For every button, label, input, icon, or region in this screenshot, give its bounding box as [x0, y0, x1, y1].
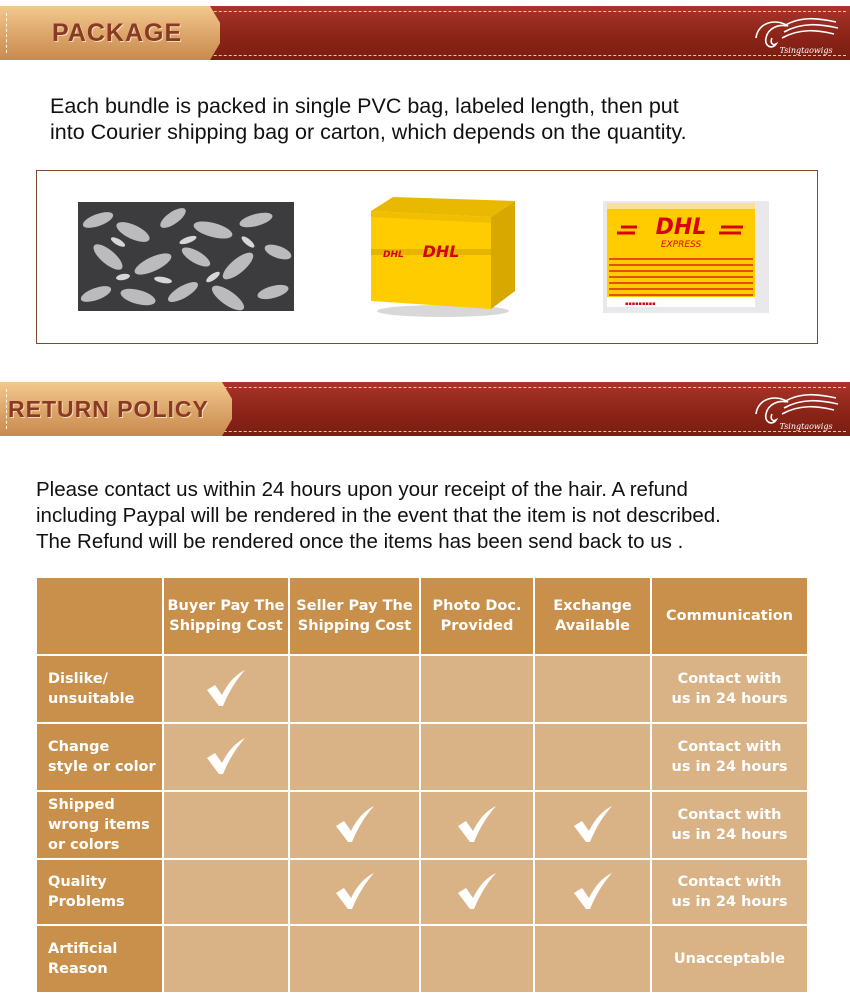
dhl-bag-express: EXPRESS: [660, 240, 702, 250]
package-description: [50, 93, 687, 145]
return-policy-table: [35, 576, 809, 994]
cell-communication: Contact with us in 24 hours: [652, 860, 807, 924]
table-row-shipped-wrong: [37, 792, 807, 858]
dhl-box-side-logo: DHL: [383, 250, 404, 260]
cell-buyer-pay: [164, 926, 288, 992]
package-banner: [0, 4, 850, 62]
check-icon: [204, 669, 248, 709]
dhl-box-logo: DHL: [422, 242, 460, 261]
header-exchange: Exchange Available: [535, 578, 650, 654]
check-icon: [333, 805, 377, 845]
return-policy-description: [36, 477, 721, 555]
package-images-box: [36, 170, 818, 344]
cell-photo-doc: [421, 926, 533, 992]
cell-buyer-pay: [164, 724, 288, 790]
cell-photo-doc: [421, 656, 533, 722]
return-text-line3: The Refund will be rendered once the items has been send back to us .: [36, 530, 684, 553]
cell-communication: Contact with us in 24 hours: [652, 656, 807, 722]
cell-seller-pay: [290, 926, 419, 992]
pvc-bags-image: [78, 202, 294, 311]
svg-text:Tsingtaowigs: Tsingtaowigs: [779, 46, 833, 55]
dhl-box-image: [363, 191, 519, 319]
check-icon: [571, 872, 615, 912]
package-text-line2: into Courier shipping bag or carton, which depends on the quantity.: [50, 120, 687, 144]
table-header-blank: [37, 578, 162, 654]
header-communication: Communication: [652, 578, 807, 654]
svg-text:▪▪▪▪▪▪▪▪▪: ▪▪▪▪▪▪▪▪▪: [625, 301, 656, 307]
cell-buyer-pay: [164, 656, 288, 722]
header-buyer-pay: Buyer Pay The Shipping Cost: [164, 578, 288, 654]
header-seller-pay: Seller Pay The Shipping Cost: [290, 578, 419, 654]
brand-logo: [748, 12, 842, 56]
cell-exchange: [535, 926, 650, 992]
cell-seller-pay: [290, 860, 419, 924]
check-icon: [455, 805, 499, 845]
cell-photo-doc: [421, 792, 533, 858]
row-label: Dislike/ unsuitable: [37, 656, 162, 722]
cell-communication: Contact with us in 24 hours: [652, 724, 807, 790]
svg-text:Tsingtaowigs: Tsingtaowigs: [779, 422, 833, 431]
cell-communication: Contact with us in 24 hours: [652, 792, 807, 858]
cell-photo-doc: [421, 860, 533, 924]
package-text-line1: Each bundle is packed in single PVC bag, labeled length, then put: [50, 94, 679, 118]
cell-seller-pay: [290, 724, 419, 790]
return-policy-banner: [0, 380, 850, 438]
check-icon: [333, 872, 377, 912]
cell-photo-doc: [421, 724, 533, 790]
table-row-artificial-reason: [37, 926, 807, 992]
cell-communication: Unacceptable: [652, 926, 807, 992]
row-label: Artificial Reason: [37, 926, 162, 992]
cell-exchange: [535, 656, 650, 722]
row-label: Shipped wrong items or colors: [37, 792, 162, 858]
return-text-line2: including Paypal will be rendered in the event that the item is not described.: [36, 504, 721, 527]
check-icon: [571, 805, 615, 845]
return-text-line1: Please contact us within 24 hours upon your receipt of the hair. A refund: [36, 478, 688, 501]
return-policy-title: RETURN POLICY: [8, 396, 209, 422]
table-header-row: [37, 578, 807, 654]
cell-buyer-pay: [164, 792, 288, 858]
row-label: Change style or color: [37, 724, 162, 790]
cell-exchange: [535, 792, 650, 858]
cell-seller-pay: [290, 656, 419, 722]
cell-exchange: [535, 860, 650, 924]
cell-exchange: [535, 724, 650, 790]
cell-seller-pay: [290, 792, 419, 858]
cell-buyer-pay: [164, 860, 288, 924]
header-photo-doc: Photo Doc. Provided: [421, 578, 533, 654]
dhl-bag-image: [603, 201, 769, 313]
dhl-bag-logo: DHL: [655, 215, 707, 240]
check-icon: [204, 737, 248, 777]
brand-logo: [748, 388, 842, 432]
table-row-quality-problems: [37, 860, 807, 924]
row-label: Quality Problems: [37, 860, 162, 924]
table-row-dislike: [37, 656, 807, 722]
package-title: PACKAGE: [52, 19, 183, 47]
table-row-change-style: [37, 724, 807, 790]
check-icon: [455, 872, 499, 912]
